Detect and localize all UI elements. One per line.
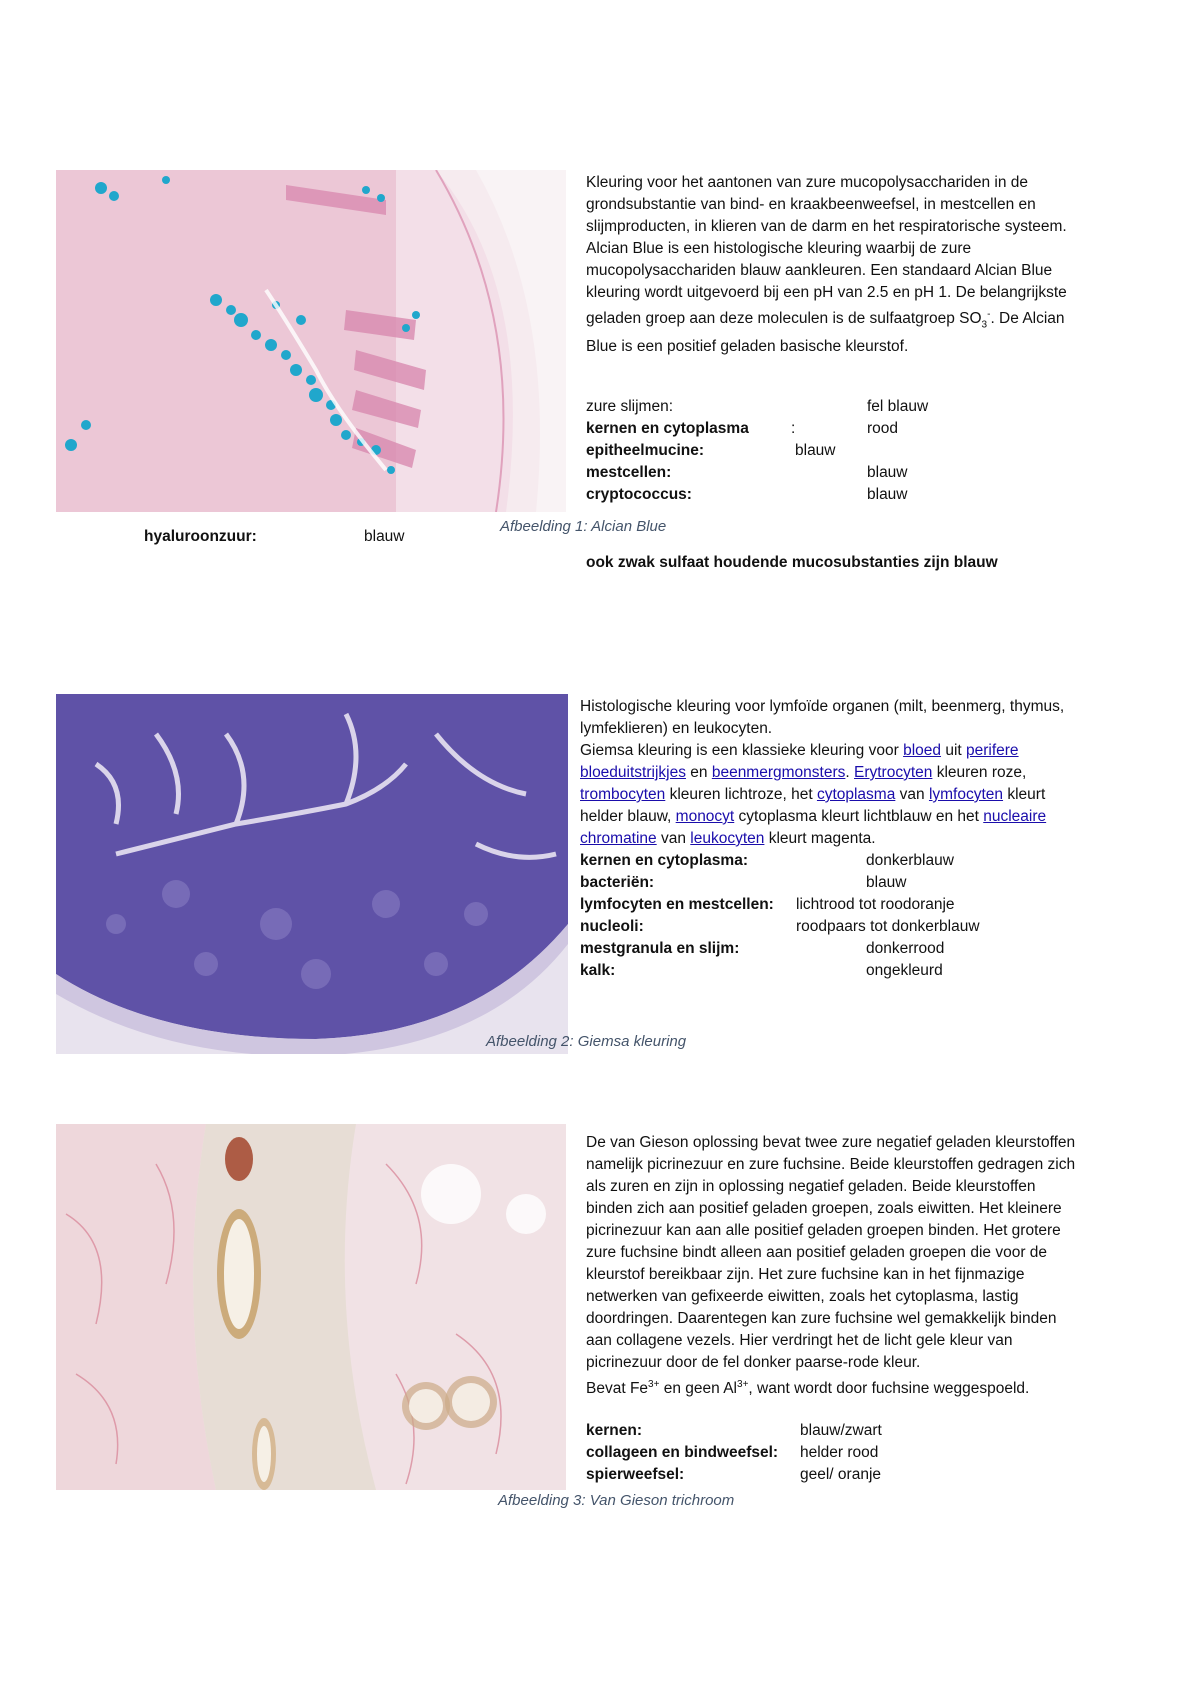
alcian-blue-micrograph — [56, 170, 566, 512]
stain-value: helder rood — [800, 1444, 879, 1461]
stain-value: blauw — [795, 442, 836, 459]
van-gieson-description — [586, 1132, 1076, 1400]
stain-row — [586, 1420, 1006, 1442]
link-nucleaire[interactable]: nucleaire — [983, 808, 1047, 825]
link-trombocyten[interactable]: trombocyten — [580, 786, 666, 803]
stain-key: zure slijmen: — [586, 398, 673, 415]
stain-value: blauw — [364, 528, 405, 545]
stain-value: blauw — [867, 486, 908, 503]
stain-colon: : — [791, 420, 796, 437]
link-lymfocyten[interactable]: lymfocyten — [928, 786, 1004, 803]
alcian-blue-description — [586, 172, 1076, 358]
stain-row — [586, 418, 1006, 440]
figure-caption-2: Afbeelding 2: Giemsa kleuring — [486, 1033, 687, 1050]
link-cytoplasma[interactable]: cytoplasma — [816, 786, 896, 803]
stain-value: blauw — [867, 464, 908, 481]
alcian-description-end: . De Alcian Blue is een positief geladen basische kleurstof. — [586, 310, 1065, 356]
stain-value: roodpaars tot donkerblauw — [796, 918, 980, 935]
stain-key: kernen en cytoplasma: — [580, 852, 748, 869]
stain-value: donkerblauw — [866, 852, 954, 869]
stain-key: nucleoli: — [580, 918, 644, 935]
stain-row — [586, 440, 1006, 462]
stain-row — [586, 462, 1006, 484]
alcian-blue-stain-table — [586, 396, 1006, 506]
stain-row — [586, 396, 1006, 418]
stain-value: blauw — [866, 874, 907, 891]
link-chromatine[interactable]: chromatine — [580, 830, 657, 847]
stain-row — [586, 1464, 1006, 1486]
hyaluronic-row — [144, 526, 444, 548]
stain-row — [580, 894, 1040, 916]
stain-row — [580, 872, 1040, 894]
link-perifere-bloeduitstrijkjes[interactable]: perifere bloeduitstrijkjes — [580, 742, 1019, 781]
stain-row — [580, 938, 1040, 960]
figure-caption-3: Afbeelding 3: Van Gieson trichroom — [498, 1492, 735, 1509]
van-gieson-fe-line: Bevat $Fe^{3+}$ en geen $Al^{3+}$, want wordt door fuchsine weggespoeld. — [586, 1379, 1030, 1398]
figure-caption-1: Afbeelding 1: Alcian Blue — [500, 518, 667, 535]
stain-key: lymfocyten en mestcellen: — [580, 896, 774, 913]
stain-value: donkerrood — [866, 940, 945, 957]
giemsa-text: Giemsa kleuring is een klassieke kleuring voor bloed uit perifere bloeduitstrijkjes en beenmergmonsters. Erytrocyten kleuren roze, trombocyten kleuren lichtroze, het cytoplasma van lymfocyten kleurt helder blauw, monocyt cytoplasma kleurt lichtblauw en het nucleaire chromatine van leukocyten kleurt magenta. — [580, 742, 1047, 847]
link-beenmergmonsters[interactable]: beenmergmonsters — [711, 764, 846, 781]
van-gieson-text: De van Gieson oplossing bevat twee zure negatief geladen kleurstoffen namelijk picrinezuur en zure fuchsine. Beide kleurstoffen gedragen zich als zuren en zijn in oplossing negatief geladen. Beide kleurstoffen binden zich aan positief geladen groepen, zoals eiwitten. Het kleinere picrinezuur kan aan alle positief geladen groepen binden. Het grotere zure fuchsine bindt alleen aan positief geladen groepen die voor de kleurstof bereikbaar zijn. Het zure fuchsine kan in het fijnmazige netwerken van gefixeerde eiwitten, zoals het cytoplasma, lastig doordringen. Daarentegen kan zure fuchsine wel gemakkelijk binden aan collagene vezels. Hier verdringt het de licht gele kleur van picrinezuur door de fel donker paarse-rode kleur. — [586, 1134, 1076, 1371]
giemsa-micrograph — [56, 694, 568, 1054]
stain-value: fel blauw — [867, 398, 929, 415]
stain-key: cryptococcus: — [586, 486, 692, 503]
alcian-subscript: 3 — [981, 319, 988, 331]
giemsa-description — [580, 696, 1080, 850]
stain-value: geel/ oranje — [800, 1466, 882, 1483]
giemsa-stain-table — [580, 850, 1040, 982]
stain-row — [586, 484, 1006, 506]
alcian-sup: - — [987, 309, 991, 320]
alcian-description-text: Kleuring voor het aantonen van zure mucopolysacchariden in de grondsubstantie van bind- en kraakbeenweefsel, in mestcellen en slijmproducten, in klieren van de darm en het respiratorische systeem. Alcian Blue is een histologische kleuring waarbij de zure mucopolysacchariden blauw aankleuren. Een standaard Alcian Blue kleuring wordt uitgevoerd bij een pH van 2.5 en pH 1. De belangrijkste geladen groep aan deze moleculen is de sulfaatgroep SO — [586, 174, 1067, 328]
van-gieson-stain-table — [586, 1420, 1006, 1486]
stain-value: ongekleurd — [866, 962, 943, 979]
link-monocyt[interactable]: monocyt — [675, 808, 735, 825]
stain-row — [580, 960, 1040, 982]
stain-value: rood — [867, 420, 899, 437]
stain-row — [580, 916, 1040, 938]
stain-value: blauw/zwart — [800, 1422, 882, 1439]
van-gieson-micrograph — [56, 1124, 566, 1490]
link-erytrocyten[interactable]: Erytrocyten — [854, 764, 933, 781]
stain-value: lichtrood tot roodoranje — [796, 896, 955, 913]
stain-key: kalk: — [580, 962, 616, 979]
stain-key: hyaluroonzuur: — [144, 528, 257, 545]
alcian-note: ook zwak sulfaat houdende mucosubstanties zijn blauw — [586, 554, 998, 571]
stain-key: collageen en bindweefsel: — [586, 1444, 779, 1461]
giemsa-intro: Histologische kleuring voor lymfoïde organen (milt, beenmerg, thymus, lymfeklieren) en leukocyten. — [580, 698, 1065, 737]
stain-key: kernen en cytoplasma — [586, 420, 749, 437]
stain-key: bacteriën: — [580, 874, 655, 891]
link-bloed[interactable]: bloed — [903, 742, 942, 759]
stain-key: mestgranula en slijm: — [580, 940, 740, 957]
link-leukocyten[interactable]: leukocyten — [690, 830, 765, 847]
stain-row — [580, 850, 1040, 872]
stain-key: spierweefsel: — [586, 1466, 685, 1483]
stain-key: kernen: — [586, 1422, 642, 1439]
stain-key: mestcellen: — [586, 464, 672, 481]
stain-row — [586, 1442, 1006, 1464]
stain-key: epitheelmucine: — [586, 442, 704, 459]
